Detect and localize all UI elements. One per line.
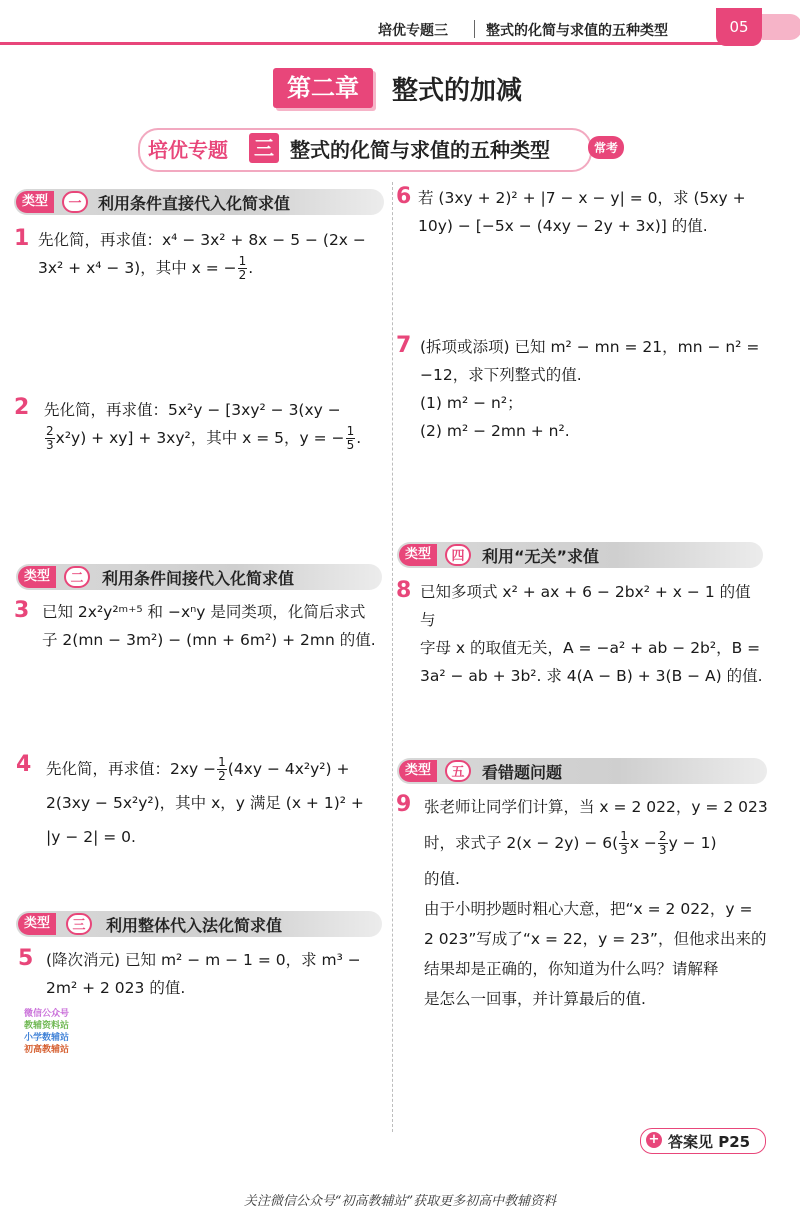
answer-reference-text: 答案见 P25 <box>668 1133 751 1151</box>
problem-number: 8 <box>396 578 412 603</box>
problem-line: 3a² − ab + 3b². 求 4(A − B) + 3(B − A) 的值. <box>420 667 763 685</box>
type-tag: 类型 <box>399 760 437 782</box>
problem-number: 4 <box>16 752 32 777</box>
problem-line: 若 (3xy + 2)² + |7 − x − y| = 0，求 (5xy + <box>418 189 746 207</box>
problem-line: (1) m² − n²； <box>420 394 523 412</box>
frequent-exam-badge: 常考 <box>588 136 624 159</box>
problem-line: 10y) − [−5x − (4xy − 2y + 3x)] 的值. <box>418 217 708 235</box>
type-title: 利用条件间接代入化简求值 <box>102 569 295 588</box>
problem-line: (拆项或添项) 已知 m² − mn = 21，mn − n² = <box>420 338 760 356</box>
problem-3-text <box>42 598 384 654</box>
fraction: $\frac{1}{2}$ <box>238 254 247 282</box>
type-title: 利用“无关”求值 <box>482 547 600 566</box>
fraction: $\frac{1}{3}$ <box>620 829 628 857</box>
problem-number: 9 <box>396 792 412 817</box>
type-number: 三 <box>66 913 92 935</box>
problem-line: 的值. <box>424 870 460 888</box>
type-title: 看错题问题 <box>482 763 563 782</box>
problem-line: 2 023”写成了“x = 22，y = 23”，但他求出来的 <box>424 930 767 948</box>
plus-icon: + <box>646 1132 662 1148</box>
problem-number: 1 <box>14 226 30 251</box>
problem-line: −12，求下列整式的值. <box>420 366 582 384</box>
type-tag: 类型 <box>399 544 437 566</box>
chapter-label: 第二章 <box>273 68 373 108</box>
problem-line: 2(3xy − 5x²y²)，其中 x，y 满足 (x + 1)² + <box>46 794 364 812</box>
fraction: $\frac{1}{5}$ <box>346 424 355 452</box>
fraction: $\frac{1}{2}$ <box>218 755 226 783</box>
problem-line: |y − 2| = 0. <box>46 828 136 846</box>
problem-line: 先化简，再求值：2xy − $\frac{1}{2}$ (4xy − 4x²y²) + <box>46 755 350 783</box>
topic-number: 三 <box>249 133 279 163</box>
problem-line: 先化简，再求值：x⁴ − 3x² + 8x − 5 − (2x − <box>38 231 366 249</box>
problem-line: 张老师让同学们计算，当 x = 2 022，y = 2 023 <box>424 798 768 816</box>
problem-line: 3x² + x⁴ − 3)，其中 x = − $\frac{1}{2}$ . <box>38 254 254 282</box>
problem-8-text <box>420 578 765 690</box>
header-rule <box>0 42 730 45</box>
page-number: 05 <box>716 8 762 46</box>
footer-note: 关注微信公众号“初高教辅站”获取更多初高中教辅资料 <box>243 1194 557 1209</box>
problem-line: 是怎么一回事，并计算最后的值. <box>424 990 646 1008</box>
header-separator <box>474 20 475 38</box>
column-divider <box>392 182 394 1132</box>
problem-4-text <box>46 752 384 854</box>
problem-number: 5 <box>18 946 34 971</box>
problem-6-text <box>418 184 758 240</box>
problem-number: 6 <box>396 184 412 209</box>
problem-7-text <box>420 333 760 445</box>
problem-line: 已知 2x²y²ᵐ⁺⁵ 和 −xⁿy 是同类项，化简后求式 <box>42 603 366 621</box>
problem-line: 先化简，再求值：5x²y − [3xy² − 3(xy − <box>44 401 341 419</box>
type-title: 利用整体代入法化简求值 <box>106 916 283 935</box>
problem-number: 3 <box>14 598 30 623</box>
topic-label: 培优专题 <box>148 138 228 162</box>
problem-5-text <box>46 946 384 1002</box>
problem-2-text <box>44 396 384 452</box>
problem-line: 由于小明抄题时粗心大意，把“x = 2 022，y = <box>424 900 753 918</box>
problem-line: 结果却是正确的，你知道为什么吗？请解释 <box>424 960 719 978</box>
topic-title: 整式的化简与求值的五种类型 <box>290 138 550 162</box>
header-section-title: 整式的化简与求值的五种类型 <box>486 23 668 39</box>
problem-line: 时，求式子 2(x − 2y) − 6( $\frac{1}{3}$ x − $\frac{2}{3}$ y − 1) <box>424 829 717 857</box>
header-section-label: 培优专题三 <box>378 23 448 39</box>
problem-line: (2) m² − 2mn + n². <box>420 422 570 440</box>
problem-line: 2m² + 2 023 的值. <box>46 979 186 997</box>
problem-number: 2 <box>14 395 30 420</box>
chapter-title: 整式的加减 <box>392 76 523 106</box>
problem-9-text <box>424 792 769 1014</box>
type-number: 四 <box>445 544 471 566</box>
problem-line: 已知多项式 x² + ax + 6 − 2bx² + x − 1 的值与 <box>420 583 751 629</box>
problem-line: 子 2(mn − 3m²) − (mn + 6m²) + 2mn 的值. <box>42 631 376 649</box>
problem-1-text <box>38 226 383 282</box>
type-number: 五 <box>445 760 471 782</box>
type-number: 一 <box>62 191 88 213</box>
fraction: $\frac{2}{3}$ <box>46 424 54 452</box>
problem-number: 7 <box>396 333 412 358</box>
type-title: 利用条件直接代入化简求值 <box>98 194 291 213</box>
problem-line: (降次消元) 已知 m² − m − 1 = 0，求 m³ − <box>46 951 361 969</box>
type-tag: 类型 <box>16 191 54 213</box>
type-tag: 类型 <box>18 913 56 935</box>
watermark: 微信公众号 教辅资料站 小学数辅站 初高教辅站 <box>24 1009 70 1055</box>
fraction: $\frac{2}{3}$ <box>658 829 667 857</box>
page-tab-decoration <box>762 14 800 40</box>
type-number: 二 <box>64 566 90 588</box>
type-tag: 类型 <box>18 566 56 588</box>
problem-line: 字母 x 的取值无关，A = −a² + ab − 2b²，B = <box>420 639 761 657</box>
problem-line: $\frac{2}{3}$ x²y) + xy] + 3xy²，其中 x = 5，y = − $\frac{1}{5}$ . <box>46 424 362 452</box>
